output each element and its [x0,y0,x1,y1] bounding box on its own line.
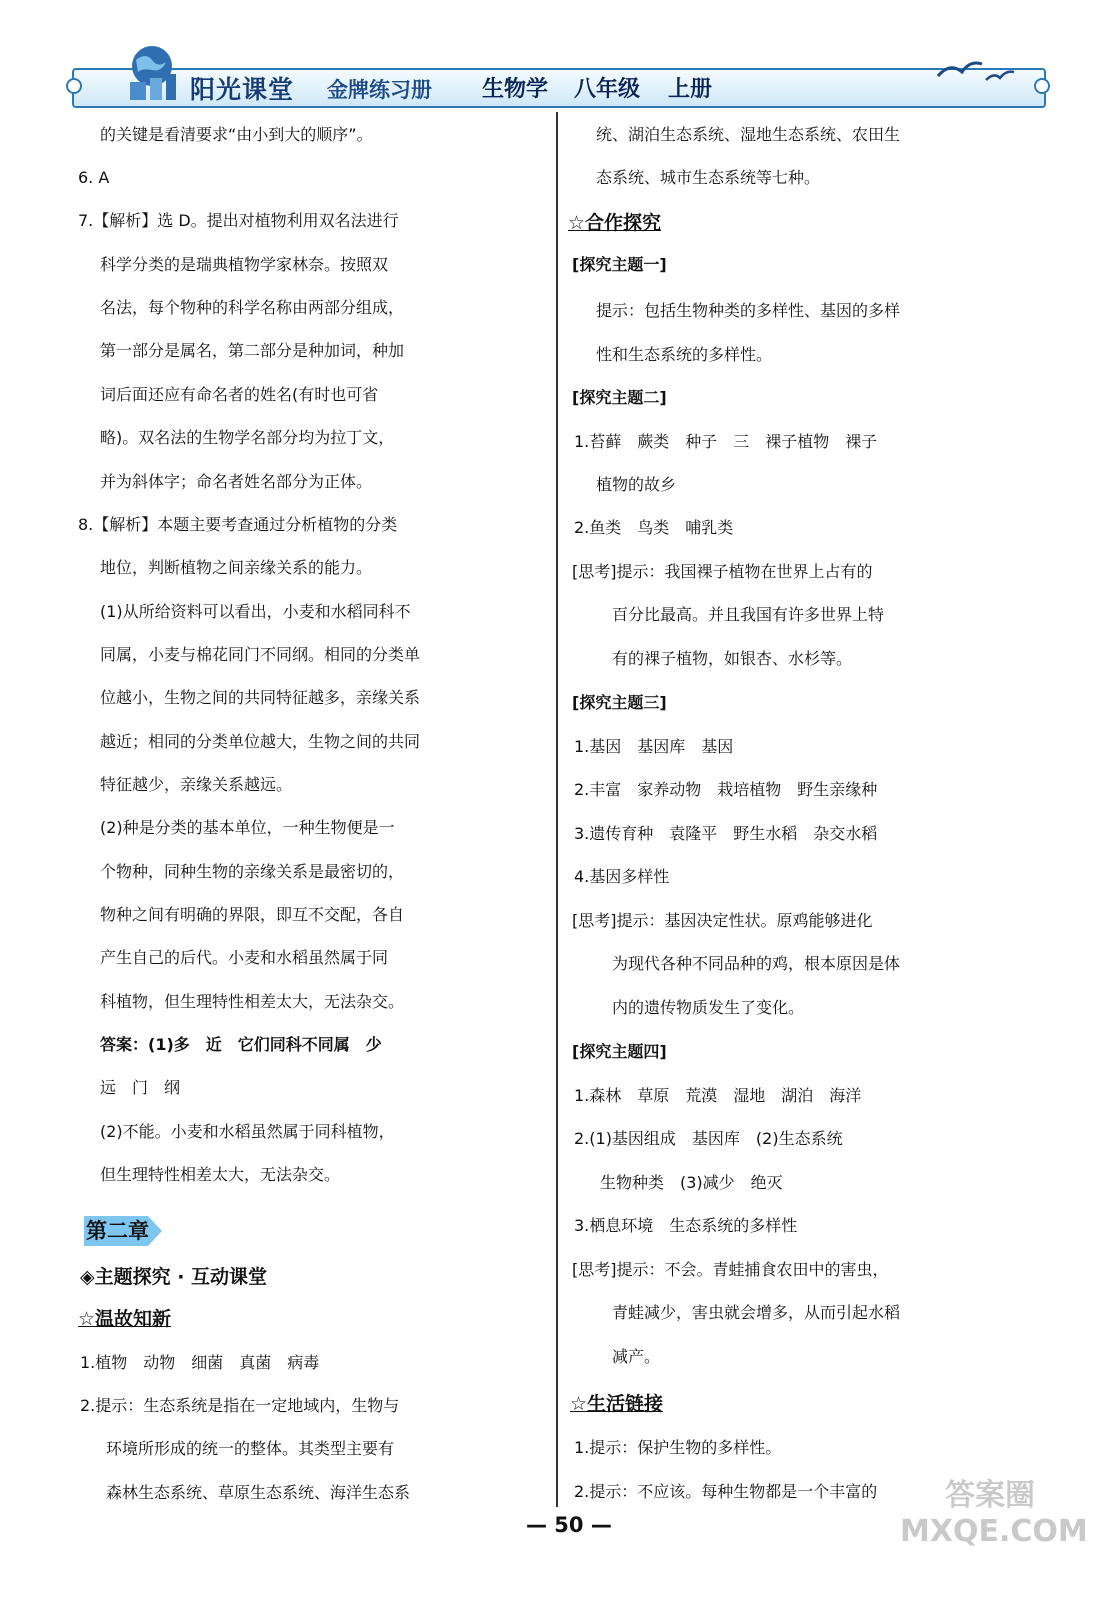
text-line: 同属，小麦与棉花同门不同纲。相同的分类单 [100,645,421,664]
text-line: 百分比最高。并且我国有许多世界上特 [612,605,885,624]
topic-heading: [探究主题四] [572,1042,667,1061]
banner-right-dot [1034,78,1050,94]
globe-logo-icon [122,38,186,102]
text-line: 性和生态系统的多样性。 [596,345,773,364]
text-line: 特征越少，亲缘关系越远。 [100,775,293,794]
brand-title: 阳光课堂 [190,75,295,104]
text-line: 1.提示：保护生物的多样性。 [574,1438,782,1457]
text-line: 1.森林 草原 荒漠 湿地 湖泊 海洋 [574,1086,862,1105]
watermark-line: MXQE.COM [900,1514,1088,1549]
text-line: 青蛙减少，害虫就会增多，从而引起水稻 [612,1303,901,1322]
text-line: 2.鱼类 鸟类 哺乳类 [574,518,734,537]
answer-line: 答案：(1)多 近 它们同科不同属 少 [100,1035,382,1054]
text-line: 有的裸子植物，如银杏、水杉等。 [612,649,853,668]
text-line: [思考]提示：基因决定性状。原鸡能够进化 [572,911,873,930]
birds-icon [936,54,1016,84]
answer-line: 但生理特性相差太大，无法杂交。 [100,1165,341,1184]
text-line: 内的遗传物质发生了变化。 [612,998,805,1017]
text-line: 的关键是看清要求“由小到大的顺序”。 [100,125,373,144]
answer-6: 6. A [78,168,110,187]
text-line: 8.【解析】本题主要考查通过分析植物的分类 [78,515,398,534]
text-line: 1.植物 动物 细菌 真菌 病毒 [80,1353,320,1372]
topic-heading: [探究主题三] [572,693,667,712]
grade-label: 八年级 [574,77,641,102]
text-line: 2.(1)基因组成 基因库 (2)生态系统 [574,1129,843,1148]
text-line: 植物的故乡 [596,475,677,494]
text-line: 提示：包括生物种类的多样性、基因的多样 [596,301,901,320]
subject-label: 生物学 [482,77,549,102]
text-line: 统、湖泊生态系统、湿地生态系统、农田生 [596,125,901,144]
watermark-line: 答案圈 [945,1478,1035,1513]
text-line: 3.遗传育种 袁隆平 野生水稻 杂交水稻 [574,824,878,843]
text-line: 略)。双名法的生物学名部分均为拉丁文， [100,428,395,447]
subsection-heading: ☆合作探究 [568,212,662,234]
text-line: 7.【解析】选 D。提出对植物利用双名法进行 [78,211,399,230]
text-line: 并为斜体字；命名者姓名部分为正体。 [100,472,373,491]
text-line: (1)从所给资料可以看出，小麦和水稻同科不 [100,602,411,621]
text-line: 1.苔藓 蕨类 种子 三 裸子植物 裸子 [574,432,878,451]
answer-line: (2)不能。小麦和水稻虽然属于同科植物， [100,1122,395,1141]
page-number: — 50 — [526,1513,612,1537]
text-line: 第一部分是属名，第二部分是种加词，种加 [100,341,405,360]
text-line: 物种之间有明确的界限，即互不交配，各自 [100,905,405,924]
text-line: 科植物，但生理特性相差太大，无法杂交。 [100,992,405,1011]
banner-left-dot [66,78,82,94]
answer-line: 远 门 纲 [100,1078,181,1097]
text-line: 科学分类的是瑞典植物学家林奈。按照双 [100,255,389,274]
subsection-heading: ☆温故知新 [78,1308,172,1330]
text-line: 态系统、城市生态系统等七种。 [596,168,821,187]
text-line: 位越小，生物之间的共同特征越多，亲缘关系 [100,688,421,707]
text-line: 越近；相同的分类单位越大，生物之间的共同 [100,732,421,751]
text-line: (2)种是分类的基本单位，一种生物便是一 [100,818,395,837]
topic-heading: [探究主题一] [572,255,667,274]
text-line: 生物种类 (3)减少 绝灭 [600,1173,783,1192]
text-line: [思考]提示：不会。青蛙捕食农田中的害虫， [572,1260,889,1279]
text-line: 为现代各种不同品种的鸡，根本原因是体 [612,954,901,973]
text-line: 2.提示：生态系统是指在一定地域内，生物与 [80,1396,400,1415]
topic-heading: [探究主题二] [572,388,667,407]
volume-label: 上册 [668,77,713,102]
chapter-title: 第二章 [86,1219,149,1243]
column-divider [556,112,558,1507]
subsection-heading: ☆生活链接 [570,1393,664,1415]
text-line: 2.提示：不应该。每种生物都是一个丰富的 [574,1482,878,1501]
text-line: 减产。 [612,1347,661,1366]
text-line: 3.栖息环境 生态系统的多样性 [574,1216,798,1235]
watermark [900,1478,1088,1588]
text-line: 词后面还应有命名者的姓名(有时也可省 [100,385,379,404]
text-line: 名法，每个物种的科学名称由两部分组成， [100,298,405,317]
text-line: 1.基因 基因库 基因 [574,737,734,756]
text-line: 地位，判断植物之间亲缘关系的能力。 [100,558,373,577]
text-line: 个物种，同种生物的亲缘关系是最密切的， [100,862,405,881]
section-heading: ◈主题探究 · 互动课堂 [80,1266,268,1288]
text-line: 森林生态系统、草原生态系统、海洋生态系 [106,1483,411,1502]
series-title: 金牌练习册 [327,77,432,102]
text-line: 4.基因多样性 [574,867,670,886]
page-header [72,34,1042,108]
text-line: 环境所形成的统一的整体。其类型主要有 [106,1439,395,1458]
text-line: 产生自己的后代。小麦和水稻虽然属于同 [100,948,389,967]
text-line: 2.丰富 家养动物 栽培植物 野生亲缘种 [574,780,878,799]
chapter-heading [84,1216,172,1248]
text-line: [思考]提示：我国裸子植物在世界上占有的 [572,562,873,581]
